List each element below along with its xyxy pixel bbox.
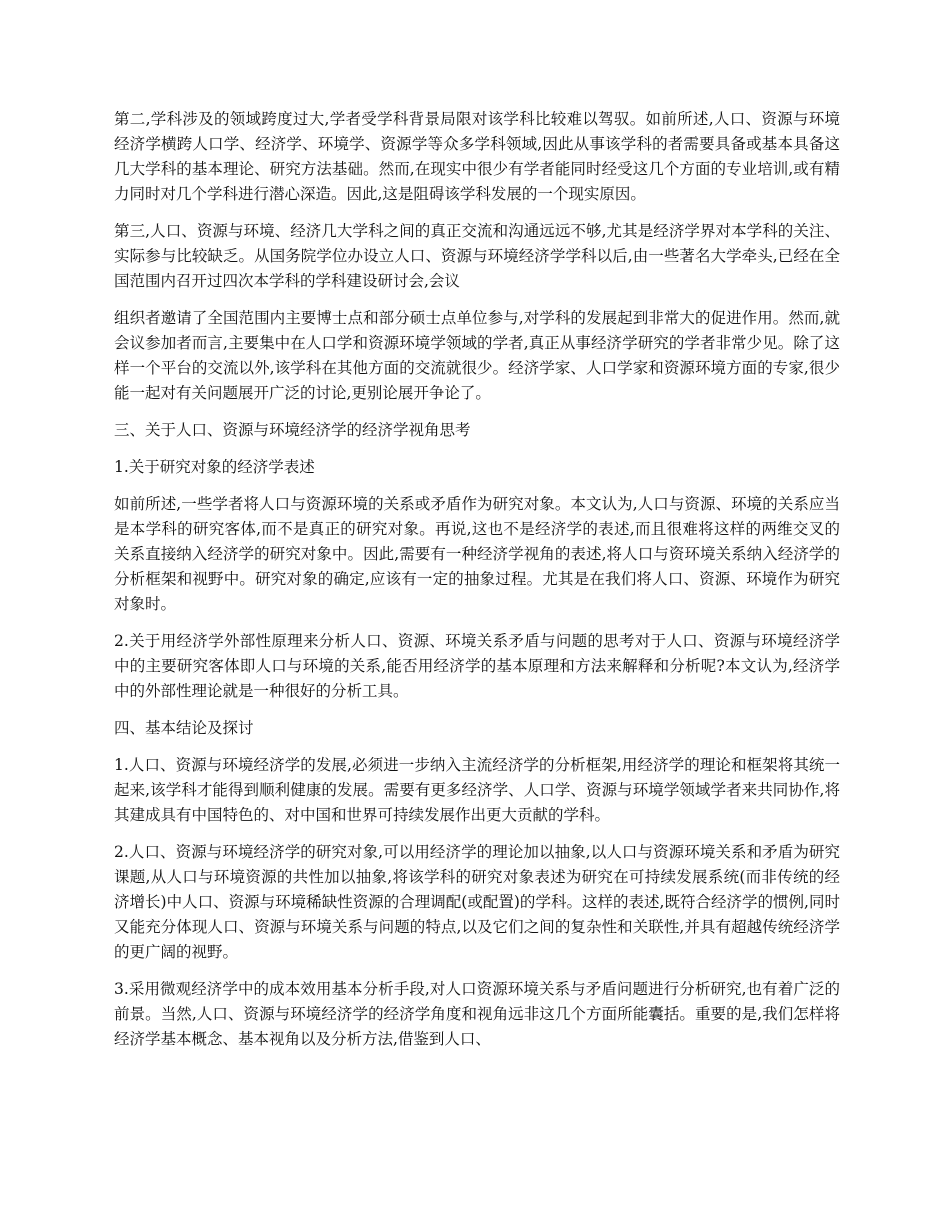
subheading-research-object: 1.关于研究对象的经济学表述 bbox=[114, 458, 315, 476]
section-heading-three: 三、关于人口、资源与环境经济学的经济学视角思考 bbox=[114, 421, 471, 439]
paragraph-conclusion-2: 2.人口、资源与环境经济学的研究对象,可以用经济学的理论加以抽象,以人口与资源环境关系和矛盾为研究课题,从人口与环境资源的共性加以抽象,将该学科的研究对象表述为研究在可持续发展系统(而非传统的经济增长)中人口、资源与环境稀缺性资源的合理调配(或配置)的学科。这样的表述,既符合经济学的惯例,同时又能充分体现人口、资源与环境关系与问题的特点,以及它们之间的复杂性和关联性,并具有超越传统经济学的更广阔的视野。 bbox=[114, 843, 840, 961]
document-body bbox=[114, 107, 840, 1064]
section-heading-four: 四、基本结论及探讨 bbox=[114, 719, 254, 737]
paragraph-conference-organizers: 组织者邀请了全国范围内主要博士点和部分硕士点单位参与,对学科的发展起到非常大的促进作用。然而,就会议参加者而言,主要集中在人口学和资源环境学领域的学者,真正从事经济学研究的学者非常少见。除了这样一个平台的交流以外,该学科在其他方面的交流就很少。经济学家、人口学家和资源环境方面的专家,很少能一起对有关问题展开广泛的讨论,更别论展开争论了。 bbox=[114, 309, 840, 402]
paragraph-exchange-lacking: 第三,人口、资源与环境、经济几大学科之间的真正交流和沟通远远不够,尤其是经济学界对本学科的关注、实际参与比较缺乏。从国务院学位办设立人口、资源与环境经济学学科以后,由一些著名大学牵头,已经在全国范围内召开过四次本学科的学科建设研讨会,会议 bbox=[114, 222, 840, 290]
paragraph-conclusion-1: 1.人口、资源与环境经济学的发展,必须进一步纳入主流经济学的分析框架,用经济学的理论和框架将其统一起来,该学科才能得到顺利健康的发展。需要有更多经济学、人口学、资源与环境学领域学者来共同协作,将其建成具有中国特色的、对中国和世界可持续发展作出更大贡献的学科。 bbox=[114, 756, 840, 824]
paragraph-research-object: 如前所述,一些学者将人口与资源环境的关系或矛盾作为研究对象。本文认为,人口与资源、环境的关系应当是本学科的研究客体,而不是真正的研究对象。再说,这也不是经济学的表述,而且很难将这样的两维交叉的关系直接纳入经济学的研究对象中。因此,需要有一种经济学视角的表述,将人口与资环境关系纳入经济学的分析框架和视野中。研究对象的确定,应该有一定的抽象过程。尤其是在我们将人口、资源、环境作为研究对象时。 bbox=[114, 495, 840, 613]
paragraph-discipline-span: 第二,学科涉及的领域跨度过大,学者受学科背景局限对该学科比较难以驾驭。如前所述,人口、资源与环境经济学横跨人口学、经济学、环境学、资源学等众多学科领域,因此从事该学科的者需要具备或基本具备这几大学科的基本理论、研究方法基础。然而,在现实中很少有学者能同时经受这几个方面的专业培训,或有精力同时对几个学科进行潜心深造。因此,这是阻碍该学科发展的一个现实原因。 bbox=[114, 110, 840, 203]
paragraph-externality: 2.关于用经济学外部性原理来分析人口、资源、环境关系矛盾与问题的思考对于人口、资源与环境经济学中的主要研究客体即人口与环境的关系,能否用经济学的基本原理和方法来解释和分析呢?本文认为,经济学中的外部性理论就是一种很好的分析工具。 bbox=[114, 632, 840, 700]
paragraph-conclusion-3: 3.采用微观经济学中的成本效用基本分析手段,对人口资源环境关系与矛盾问题进行分析研究,也有着广泛的前景。当然,人口、资源与环境经济学的经济学角度和视角远非这几个方面所能囊括。重要的是,我们怎样将经济学基本概念、基本视角以及分析方法,借鉴到人口、 bbox=[114, 980, 840, 1048]
